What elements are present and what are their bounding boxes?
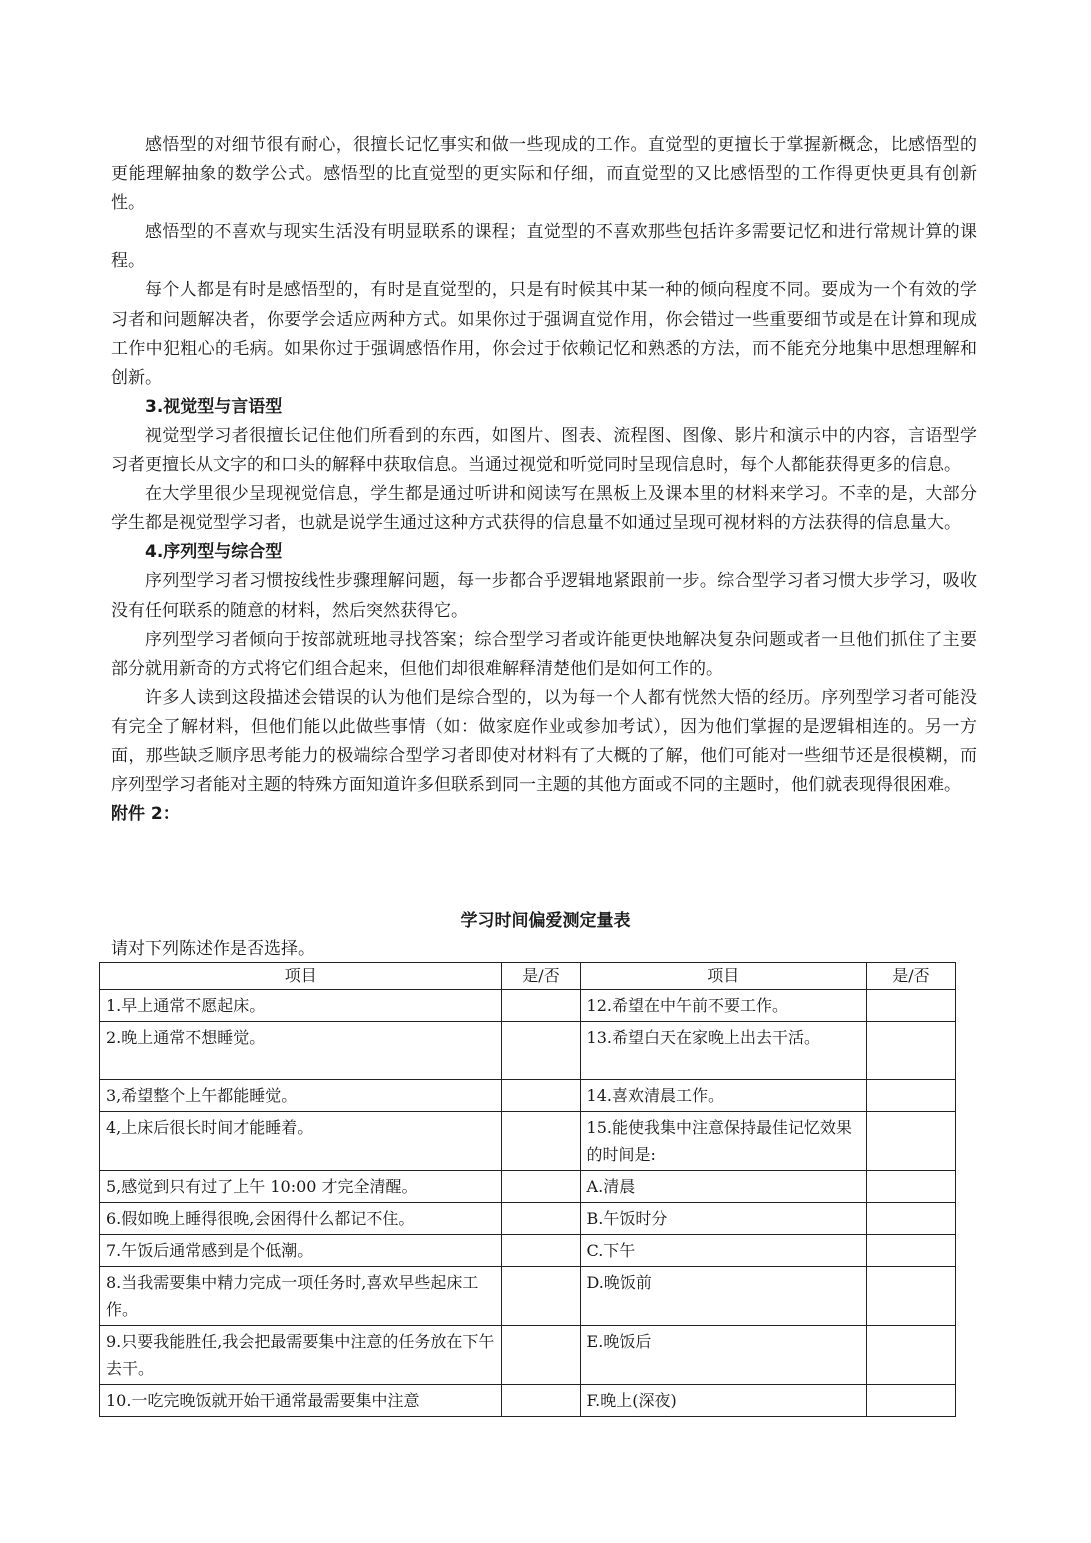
column-header-item: 项目 <box>100 963 502 990</box>
answer-cell[interactable] <box>866 990 955 1022</box>
answer-cell[interactable] <box>502 1326 580 1385</box>
table-row <box>100 1267 956 1326</box>
column-header-yes-no: 是/否 <box>502 963 580 990</box>
item-cell: 3,希望整个上午都能睡觉。 <box>100 1080 502 1112</box>
item-cell: E.晚饭后 <box>580 1326 866 1385</box>
table-row <box>100 1235 956 1267</box>
answer-cell[interactable] <box>866 1267 955 1326</box>
paragraph: 视觉型学习者很擅长记住他们所看到的东西，如图片、图表、流程图、图像、影片和演示中的内容，言语型学习者更擅长从文字的和口头的解释中获取信息。当通过视觉和听觉同时呈现信息时，每个人都能获得更多的信息。 <box>111 425 977 476</box>
answer-cell[interactable] <box>866 1203 955 1235</box>
answer-cell[interactable] <box>502 1235 580 1267</box>
attachment-label: 附件 2： <box>111 804 180 825</box>
section-heading-sequential-global: 4.序列型与综合型 <box>145 542 283 563</box>
table-row <box>100 1112 956 1171</box>
item-cell: 15.能使我集中注意保持最佳记忆效果的时间是: <box>580 1112 866 1171</box>
item-cell: F.晚上(深夜) <box>580 1385 866 1417</box>
answer-cell[interactable] <box>866 1235 955 1267</box>
paragraph: 每个人都是有时是感悟型的，有时是直觉型的，只是有时候其中某一种的倾向程度不同。要成为一个有效的学习者和问题解决者，你要学会适应两种方式。如果你过于强调直觉作用，你会错过一些重要细节或是在计算和现成工作中犯粗心的毛病。如果你过于强调感悟作用，你会过于依赖记忆和熟悉的方法，而不能充分地集中思想理解和创新。 <box>111 280 977 388</box>
item-cell: 13.希望白天在家晚上出去干活。 <box>580 1022 866 1080</box>
item-cell: 1.早上通常不愿起床。 <box>100 990 502 1022</box>
table-row <box>100 1385 956 1417</box>
answer-cell[interactable] <box>866 1112 955 1171</box>
answer-cell[interactable] <box>866 1080 955 1112</box>
table-row <box>100 990 956 1022</box>
answer-cell[interactable] <box>502 1022 580 1080</box>
item-cell: A.清晨 <box>580 1171 866 1203</box>
answer-cell[interactable] <box>502 990 580 1022</box>
item-cell: 14.喜欢清晨工作。 <box>580 1080 866 1112</box>
instruction-text: 请对下列陈述作是否选择。 <box>111 939 315 959</box>
item-cell: 7.午饭后通常感到是个低潮。 <box>100 1235 502 1267</box>
answer-cell[interactable] <box>866 1171 955 1203</box>
item-cell: 5,感觉到只有过了上午 10:00 才完全清醒。 <box>100 1171 502 1203</box>
paragraph: 在大学里很少呈现视觉信息，学生都是通过听讲和阅读写在黑板上及课本里的材料来学习。不幸的是，大部分学生都是视觉型学习者，也就是说学生通过这种方式获得的信息量不如通过呈现可视材料的方法获得的信息量大。 <box>111 484 977 534</box>
item-cell: 8.当我需要集中精力完成一项任务时,喜欢早些起床工作。 <box>100 1267 502 1326</box>
answer-cell[interactable] <box>502 1203 580 1235</box>
item-cell: 10.一吃完晚饭就开始干通常最需要集中注意 <box>100 1385 502 1417</box>
paragraph: 感悟型的不喜欢与现实生活没有明显联系的课程；直觉型的不喜欢那些包括许多需要记忆和进行常规计算的课程。 <box>111 222 977 272</box>
answer-cell[interactable] <box>502 1385 580 1417</box>
answer-cell[interactable] <box>866 1385 955 1417</box>
item-cell: 4,上床后很长时间才能睡着。 <box>100 1112 502 1171</box>
paragraph: 感悟型的对细节很有耐心，很擅长记忆事实和做一些现成的工作。直觉型的更擅长于掌握新概念，比感悟型的更能理解抽象的数学公式。感悟型的比直觉型的更实际和仔细，而直觉型的又比感悟型的工作得更快更具有创新性。 <box>111 135 977 214</box>
section-heading-visual-verbal: 3.视觉型与言语型 <box>145 396 283 417</box>
answer-cell[interactable] <box>502 1080 580 1112</box>
item-cell: 6.假如晚上睡得很晚,会困得什么都记不住。 <box>100 1203 502 1235</box>
body-text <box>111 131 977 829</box>
item-cell: 2.晚上通常不想睡觉。 <box>100 1022 502 1080</box>
preference-scale-table <box>99 962 956 1417</box>
column-header-yes-no: 是/否 <box>866 963 955 990</box>
paragraph: 序列型学习者倾向于按部就班地寻找答案；综合型学习者或许能更快地解决复杂问题或者一旦他们抓住了主要部分就用新奇的方式将它们组合起来，但他们却很难解释清楚他们是如何工作的。 <box>111 629 977 679</box>
table-header-row <box>100 963 956 990</box>
column-header-item: 项目 <box>580 963 866 990</box>
table-row <box>100 1203 956 1235</box>
item-cell: B.午饭时分 <box>580 1203 866 1235</box>
answer-cell[interactable] <box>502 1112 580 1171</box>
item-cell: 12.希望在中午前不要工作。 <box>580 990 866 1022</box>
answer-cell[interactable] <box>866 1022 955 1080</box>
item-cell: D.晚饭前 <box>580 1267 866 1326</box>
scale-title: 学习时间偏爱测定量表 <box>460 911 631 931</box>
paragraph: 许多人读到这段描述会错误的认为他们是综合型的，以为每一个人都有恍然大悟的经历。序列型学习者可能没有完全了解材料，但他们能以此做些事情（如：做家庭作业或参加考试），因为他们掌握的是逻辑相连的。另一方面，那些缺乏顺序思考能力的极端综合型学习者即使对材料有了大概的了解，他们可能对一些细节还是很模糊，而序列型学习者能对主题的特殊方面知道许多但联系到同一主题的其他方面或不同的主题时，他们就表现得很困难。 <box>111 687 977 796</box>
paragraph: 序列型学习者习惯按线性步骤理解问题，每一步都合乎逻辑地紧跟前一步。综合型学习者习惯大步学习，吸收没有任何联系的随意的材料，然后突然获得它。 <box>111 571 977 621</box>
answer-cell[interactable] <box>866 1326 955 1385</box>
item-cell: 9.只要我能胜任,我会把最需要集中注意的任务放在下午去干。 <box>100 1326 502 1385</box>
table-row <box>100 1080 956 1112</box>
item-cell: C.下午 <box>580 1235 866 1267</box>
answer-cell[interactable] <box>502 1267 580 1326</box>
answer-cell[interactable] <box>502 1171 580 1203</box>
table-row <box>100 1171 956 1203</box>
table-row <box>100 1326 956 1385</box>
table-row <box>100 1022 956 1080</box>
